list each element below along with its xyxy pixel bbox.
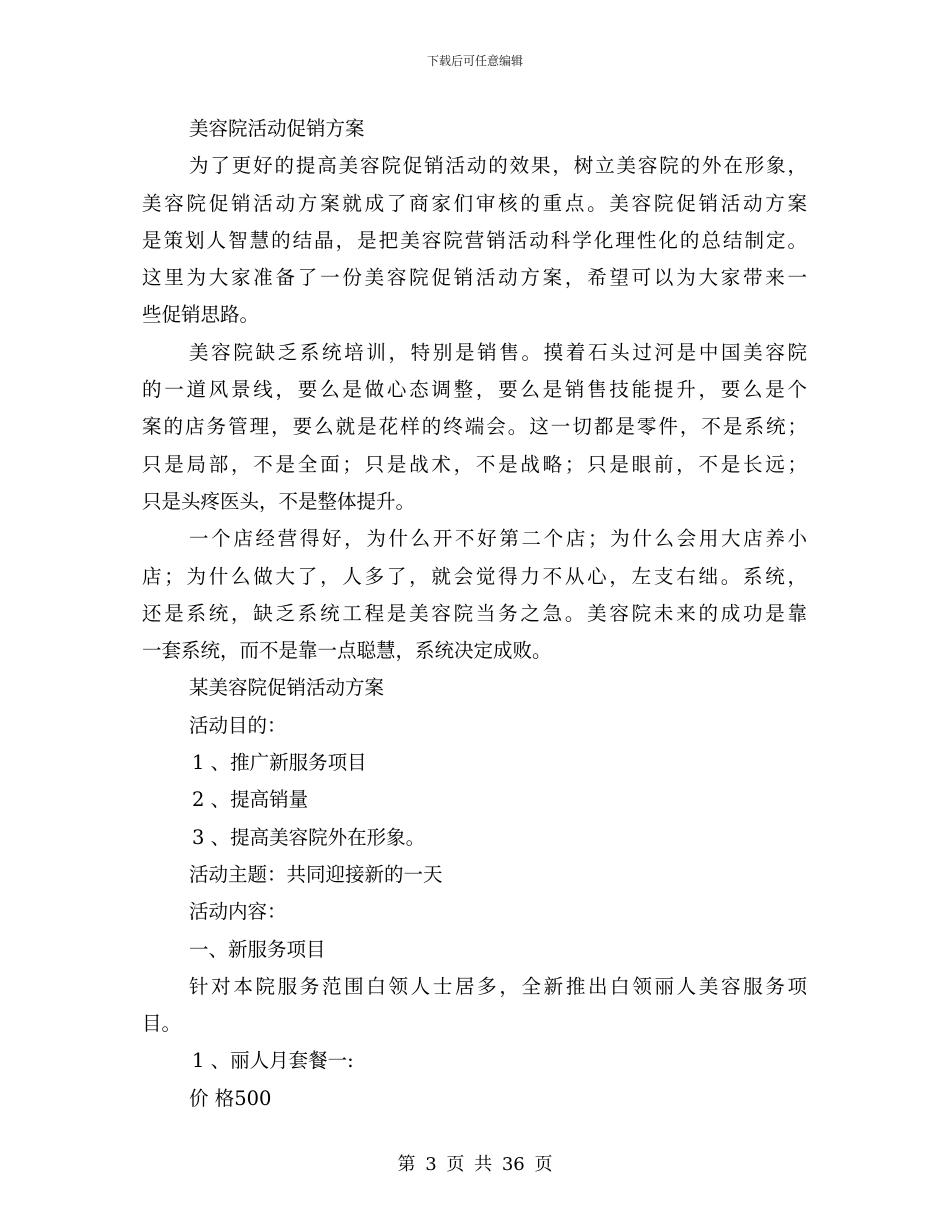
text-line: 些促销思路。 [142, 303, 260, 327]
text-line: 一套系统，而不是靠一点聪慧，系统决定成败。 [142, 639, 552, 663]
text-line: 的一道风景线，要么是做心态调整，要么是销售技能提升，要么是个 [142, 378, 807, 402]
text-line: 还是系统，缺乏系统工程是美容院当务之急。美容院未来的成功是靠 [142, 601, 807, 625]
document-body [142, 110, 807, 1117]
text-line: 美容院缺乏系统培训，特别是销售。摸着石头过河是中国美容院 [189, 340, 807, 364]
text-line: 是策划人智慧的结晶，是把美容院营销活动科学化理性化的总结制定。 [142, 228, 807, 252]
text-line: 为了更好的提高美容院促销活动的效果，树立美容院的外在形象， [189, 154, 807, 178]
text-line: 针对本院服务范围白领人士居多，全新推出白领丽人美容服务项 [189, 974, 807, 998]
text-line: 活动内容： [189, 900, 287, 924]
text-line: 美容院促销活动方案就成了商家们审核的重点。美容院促销活动方案 [142, 191, 807, 215]
text-line: 目。 [142, 1012, 182, 1036]
text-line: 1 、丽人月套餐一: [192, 1049, 354, 1073]
text-line: 活动主题：共同迎接新的一天 [189, 862, 443, 886]
text-line: 价 格500 [189, 1086, 272, 1110]
text-line: 一、新服务项目 [189, 937, 326, 961]
text-line: 2 、提高销量 [192, 788, 309, 812]
text-line: 案的店务管理，要么就是花样的终端会。这一切都是零件，不是系统； [142, 415, 807, 439]
text-line: 只是头疼医头，不是整体提升。 [142, 489, 416, 513]
text-line: 一个店经营得好，为什么开不好第二个店；为什么会用大店养小 [189, 527, 807, 551]
text-line: 活动目的： [189, 713, 287, 737]
text-line: 只是局部，不是全面；只是战术，不是战略；只是眼前，不是长远； [142, 452, 807, 476]
text-line: 这里为大家准备了一份美容院促销活动方案，希望可以为大家带来一 [142, 266, 807, 290]
text-line: 1 、推广新服务项目 [192, 751, 367, 775]
text-line: 3 、提高美容院外在形象。 [192, 825, 426, 849]
text-line: 店；为什么做大了，人多了，就会觉得力不从心，左支右绌。系统， [142, 564, 807, 588]
text-line: 某美容院促销活动方案 [189, 676, 385, 700]
text-line: 美容院活动促销方案 [189, 117, 365, 140]
page-footer: 第 3 页 共 36 页 [397, 1154, 553, 1175]
page-header: 下载后可任意编辑 [426, 54, 523, 68]
